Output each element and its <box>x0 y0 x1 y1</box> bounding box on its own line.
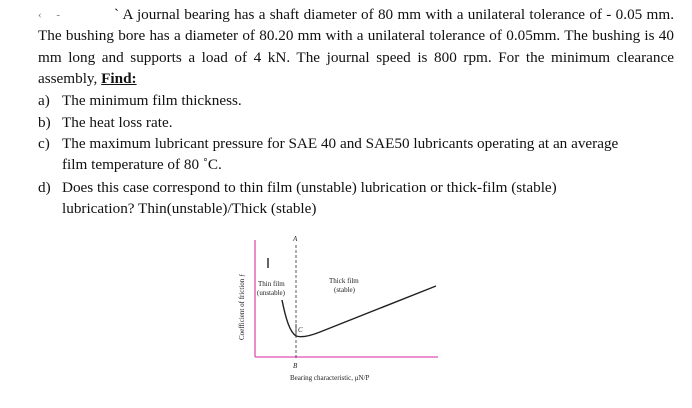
margin-marks: ‹ - <box>38 9 67 21</box>
find-heading: Find: <box>101 69 137 87</box>
thin-film-label: Thin film <box>258 280 285 288</box>
friction-curve <box>268 258 436 337</box>
question-text: The maximum lubricant pressure for SAE 40 and SAE50 lubricants operating at an average <box>62 135 619 152</box>
point-c-label: C <box>298 326 303 334</box>
question-text-cont: lubrication? Thin(unstable)/Thick (stable) <box>62 200 317 218</box>
question-label: d) <box>38 179 51 196</box>
point-a-label: A <box>293 235 298 243</box>
thick-film-label: Thick film <box>329 277 359 285</box>
question-text: The heat loss rate. <box>62 114 173 131</box>
x-axis-label: Bearing characteristic, μN/P <box>290 374 370 382</box>
y-axis-label: Coefficient of friction ƒ <box>238 273 246 340</box>
thick-film-sublabel: (stable) <box>334 286 355 294</box>
question-text: Does this case correspond to thin film (unstable) lubrication or thick-film (stable) <box>62 179 557 196</box>
question-label: b) <box>38 114 51 131</box>
question-text: The minimum film thickness. <box>62 92 242 109</box>
problem-intro: ` A journal bearing has a shaft diameter of 80 mm with a unilateral tolerance of - 0.05 mm. The bushing bore has a diameter of 80.20 mm with a unilateral tolerance of 0.05mm. The bushing is 40 mm long and supports a load of 4 kN. The journal speed is 800 rpm. For the minimum clearance assembly, <box>38 6 674 87</box>
point-b-label: B <box>293 362 298 370</box>
question-text-cont: film temperature of 80 ˚C. <box>62 156 222 174</box>
thin-film-sublabel: (unstable) <box>257 289 285 297</box>
question-label: a) <box>38 92 50 109</box>
question-label: c) <box>38 135 50 152</box>
